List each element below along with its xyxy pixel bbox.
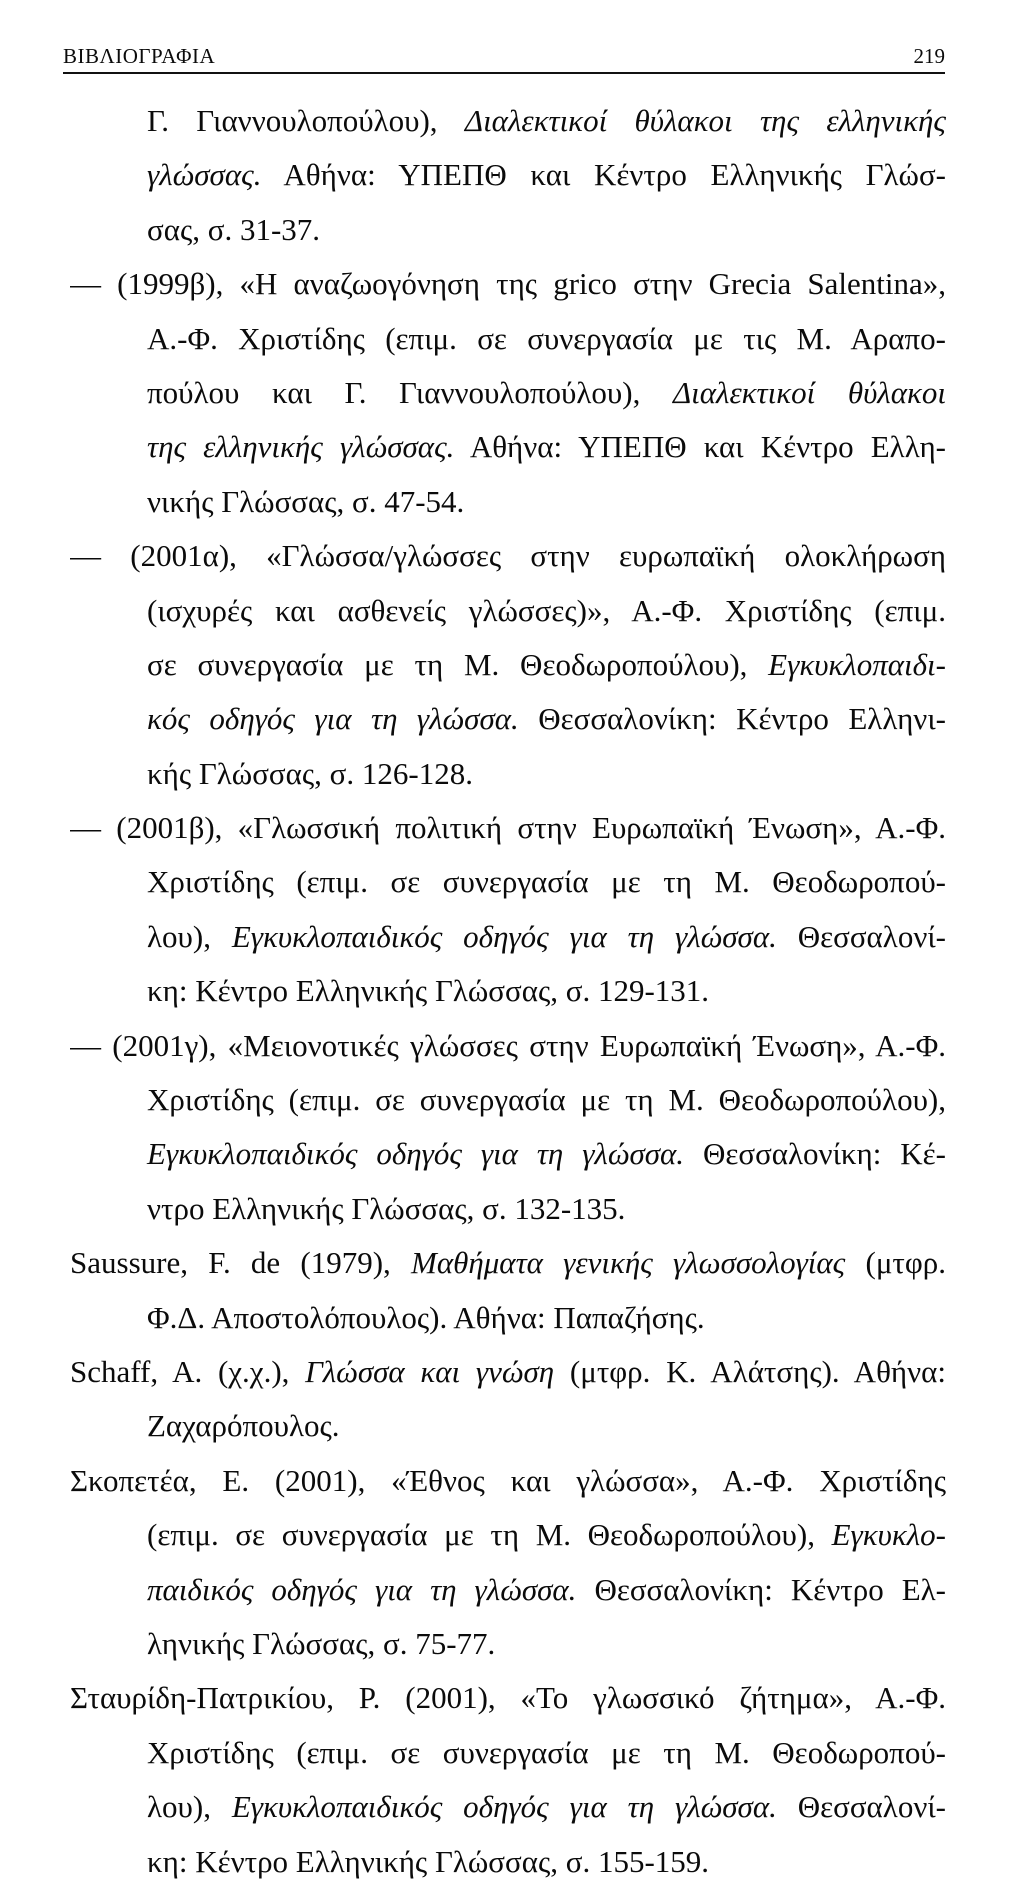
bib-line: — (2001α), «Γλώσσα/γλώσσες στην ευρωπαϊκή ολοκλήρωση — [70, 538, 946, 574]
bib-line: — (1999β), «Η αναζωογόνηση της grico στην Grecia Salentina», — [70, 266, 946, 302]
running-header-title: ΒΙΒΛΙΟΓΡΑΦΙΑ — [63, 44, 216, 68]
bib-line: (ισχυρές και ασθενείς γλώσσες)», Α.-Φ. Χριστίδης (επιμ. — [147, 592, 946, 628]
bib-line: κη: Κέντρο Ελληνικής Γλώσσας, σ. 129-131. — [147, 973, 710, 1009]
bib-line: Χριστίδης (επιμ. σε συνεργασία με τη Μ. Θεοδωροπού- — [147, 1734, 946, 1770]
bib-line: Χριστίδης (επιμ. σε συνεργασία με τη Μ. Θεοδωροπούλου), — [147, 1082, 946, 1118]
bib-line: της ελληνικής γλώσσας. Αθήνα: ΥΠΕΠΘ και Κέντρο Ελλη- — [147, 429, 946, 465]
running-header — [63, 44, 945, 74]
bib-line: Ζαχαρόπουλος. — [147, 1408, 340, 1444]
bib-line: Schaff, A. (χ.χ.), Γλώσσα και γνώση (μτφρ. Κ. Αλάτσης). Αθήνα: — [70, 1353, 946, 1389]
bib-line: κής Γλώσσας, σ. 126-128. — [147, 755, 473, 791]
bib-line: κός οδηγός για τη γλώσσα. Θεσσαλονίκη: Κέντρο Ελληνι- — [147, 701, 946, 737]
bib-line: Γ. Γιαννουλοπούλου), Διαλεκτικοί θύλακοι της ελληνικής — [147, 103, 946, 138]
bib-line: Σκοπετέα, Ε. (2001), «Έθνος και γλώσσα», Α.-Φ. Χριστίδης — [70, 1462, 946, 1498]
bib-line: Εγκυκλοπαιδικός οδηγός για τη γλώσσα. Θεσσαλονίκη: Κέ- — [147, 1136, 946, 1172]
bib-line: νικής Γλώσσας, σ. 47-54. — [147, 483, 465, 519]
bib-line: Φ.Δ. Αποστολόπουλος). Αθήνα: Παπαζήσης. — [147, 1299, 705, 1335]
bib-line: λου), Εγκυκλοπαιδικός οδηγός για τη γλώσσα. Θεσσαλονί- — [147, 1789, 946, 1825]
bib-line: ληνικής Γλώσσας, σ. 75-77. — [147, 1625, 496, 1661]
bib-line: γλώσσας. Αθήνα: ΥΠΕΠΘ και Κέντρο Ελληνικής Γλώσ- — [147, 157, 946, 193]
bib-line: Α.-Φ. Χριστίδης (επιμ. σε συνεργασία με τις Μ. Αραπο- — [147, 320, 946, 356]
bib-line: κη: Κέντρο Ελληνικής Γλώσσας, σ. 155-159. — [147, 1843, 710, 1879]
page-number: 219 — [913, 44, 945, 68]
bib-line: Σταυρίδη-Πατρικίου, Ρ. (2001), «Το γλωσσικό ζήτημα», Α.-Φ. — [70, 1680, 946, 1716]
bib-line: σε συνεργασία με τη Μ. Θεοδωροπούλου), Εγκυκλοπαιδι- — [147, 646, 946, 682]
bib-line: — (2001γ), «Μειονοτικές γλώσσες στην Ευρωπαϊκή Ένωση», Α.-Φ. — [70, 1027, 946, 1063]
bib-line: παιδικός οδηγός για τη γλώσσα. Θεσσαλονίκη: Κέντρο Ελ- — [147, 1571, 946, 1607]
bib-line: ντρο Ελληνικής Γλώσσας, σ. 132-135. — [147, 1190, 626, 1226]
bib-line: λου), Εγκυκλοπαιδικός οδηγός για τη γλώσσα. Θεσσαλονί- — [147, 918, 946, 954]
bib-line: — (2001β), «Γλωσσική πολιτική στην Ευρωπαϊκή Ένωση», Α.-Φ. — [70, 810, 946, 846]
bib-line: σας, σ. 31-37. — [147, 211, 321, 247]
bib-line: Χριστίδης (επιμ. σε συνεργασία με τη Μ. Θεοδωροπού- — [147, 864, 946, 900]
bib-line: πούλου και Γ. Γιαννουλοπούλου), Διαλεκτικοί θύλακοι — [147, 374, 946, 410]
bibliography-list — [70, 94, 946, 1889]
bib-line: Saussure, F. de (1979), Μαθήματα γενικής γλωσσολογίας (μτφρ. — [70, 1245, 946, 1281]
bib-line: (επιμ. σε συνεργασία με τη Μ. Θεοδωροπούλου), Εγκυκλο- — [147, 1517, 946, 1553]
